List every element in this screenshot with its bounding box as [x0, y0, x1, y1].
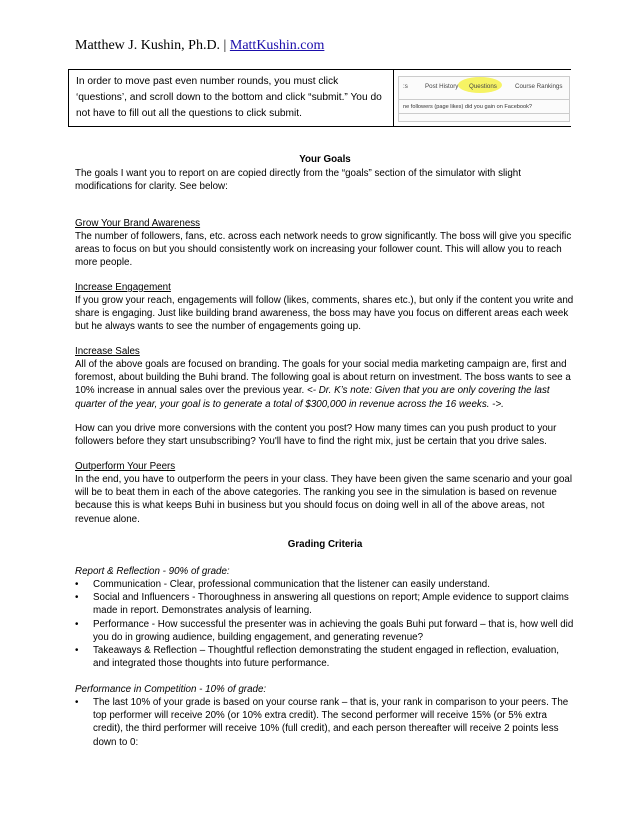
list-item: • Takeaways & Reflection – Thoughtful reflection demonstrating the student engaged in reflection, evaluation, and integrated those thoughts into future performance.	[75, 644, 575, 670]
grading-title: Grading Criteria	[287, 539, 363, 550]
instruction-callout	[68, 69, 571, 127]
divider	[399, 99, 569, 100]
tab-partial: :s	[403, 83, 408, 90]
tab-post-history: Post History	[425, 83, 459, 90]
report-heading: Report & Reflection - 90% of grade:	[75, 566, 230, 577]
list-item: • Social and Influencers - Thoroughness in answering all questions on report; Ample evidence to support claims made in report. Demonstrates analysis of learning.	[75, 591, 575, 617]
divider	[399, 113, 569, 114]
section-body-peers: In the end, you have to outperform the peers in your class. They have been given the same scenario and your goal will be to beat them in each of the above categories. The ranking you see in the simulation is based on revenue because this is what keeps Buhi in business but you should focus on doing well in all of the above areas, not revenue alone.	[75, 474, 573, 525]
section-heading-awareness: Grow Your Brand Awareness	[75, 218, 201, 229]
list-item: • Communication - Clear, professional communication that the listener can easily understand.	[75, 578, 575, 591]
section-heading-peers: Outperform Your Peers	[75, 461, 176, 472]
list-item: • Performance - How successful the presenter was in achieving the goals Buhi put forward – that is, how well did you do in growing audience, building engagement, and generating revenue?	[75, 618, 575, 644]
section-body-engagement: If you grow your reach, engagements will follow (likes, comments, shares etc.), but only if the content you write and share is engaging. Just like building brand awareness, the boss may have you focus on different areas each week but he always wants to see the number of engagements going up.	[75, 295, 574, 333]
section-heading-sales: Increase Sales	[75, 346, 140, 357]
sales-body-text: All of the above goals are focused on branding. The goals for your social media marketing campaign are, first and foremost, about building the Buhi brand. The following goal is about return on investment. The boss wants to see a 10% increase in annual sales over the previous year.	[75, 359, 571, 397]
section-body-sales	[75, 358, 575, 411]
simulator-screenshot	[393, 70, 572, 126]
author-name: Matthew J. Kushin, Ph.D. |	[75, 38, 230, 53]
section-body-awareness: The number of followers, fans, etc. across each network needs to grow significantly. The boss will give you specific areas to focus on but you should consistently work on increasing your follower count. This will allow you to reach more people.	[75, 231, 572, 269]
section-extra-sales: How can you drive more conversions with the content you post? How many times can you push product to your followers before they start unsubscribing? You'll have to find the right mix, just be certain that you drive sales.	[75, 423, 557, 448]
report-criteria-list	[75, 578, 575, 670]
list-item: • The last 10% of your grade is based on your course rank – that is, your rank in comparison to your peers. The top performer will receive 20% (or 10% extra credit). The second performer will receive 15% (or 5% extra credit), the third performer will receive 10% (full credit), and each person thereafter will receive 2 points less down to 0:	[75, 696, 575, 749]
sales-note: <- Dr. K’s note: Given that you are only covering the last quarter of the year, your goal is to generate a total of $300,000 in revenue across the 16 weeks. ->.	[75, 385, 550, 410]
screenshot-question: ne followers (page likes) did you gain on Facebook?	[403, 104, 533, 110]
competition-criteria-list	[75, 696, 575, 749]
competition-heading: Performance in Competition - 10% of grade:	[75, 684, 267, 695]
tab-course-rankings: Course Rankings	[515, 83, 563, 90]
tab-questions: Questions	[469, 83, 497, 90]
screenshot-frame	[398, 76, 570, 122]
site-link[interactable]: MattKushin.com	[229, 38, 325, 53]
goals-intro: The goals I want you to report on are copied directly from the “goals” section of the simulator with slight modifications for clarity. See below:	[75, 168, 521, 193]
callout-text: In order to move past even number rounds, you must click ‘questions’, and scroll down to the bottom and click “submit.” You do not have to fill out all the questions to click submit.	[76, 76, 382, 119]
page-header	[75, 38, 324, 54]
goals-title: Your Goals	[299, 154, 351, 165]
section-heading-engagement: Increase Engagement	[75, 282, 171, 293]
